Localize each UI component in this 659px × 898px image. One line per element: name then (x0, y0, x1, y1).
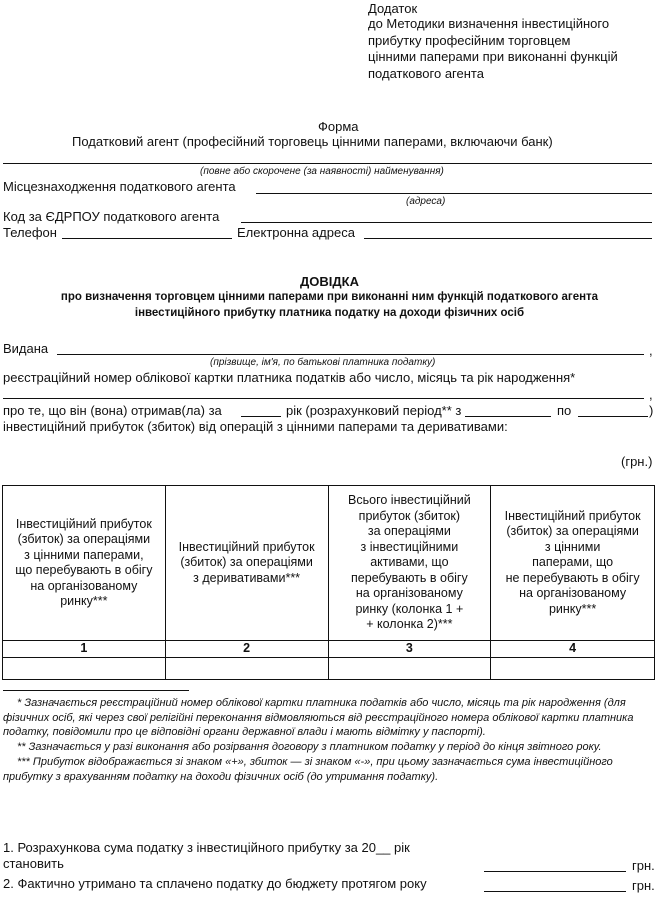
footnote-1: * Зазначається реєстраційний номер облікової картки платника податків або число, місяць та рік народження (для фізичних осіб, які через свої релігійні переконання відмовляються від реєстраційного номера облікової картки платника податку, повідомили про це відповідні органи державної влади і мають відмітку у паспорті). (3, 697, 634, 738)
footnote-3: *** Прибуток відображається зі знаком «+», збиток — зі знаком «-», при цьому зазначається сума інвестиційного прибутку з врахуванням податку на доходи фізичних осіб (до утримання податку). (3, 756, 613, 783)
reg-comma: , (649, 387, 653, 402)
appendix-line: до Методики визначення інвестиційного (368, 16, 610, 31)
edrpou-field[interactable] (241, 222, 652, 223)
location-label: Місцезнаходження податкового агента (3, 179, 236, 194)
currency-label: (грн.) (621, 454, 653, 469)
reg-label: реєстраційний номер облікової картки платника податків або число, місяць та рік народження* (3, 370, 576, 385)
period-text-4: ) (649, 403, 654, 418)
profit-line: інвестиційний прибуток (збиток) від операцій з цінними паперами та деривативами: (3, 419, 508, 434)
issued-hint: (прізвище, ім'я, по батькові платника податку) (210, 357, 436, 368)
period-to-field[interactable] (578, 416, 648, 417)
agent-name-hint: (повне або скорочене (за наявності) найменування) (200, 166, 444, 177)
item-1-line-2: становить (3, 856, 64, 871)
doc-subtitle-line2: інвестиційного прибутку платника податку на доходи фізичних осіб (134, 307, 525, 319)
item-1-line-1: 1. Розрахункова сума податку з інвестиційного прибутку за 20__ рік (3, 840, 410, 855)
period-from-field[interactable] (465, 416, 551, 417)
year-field[interactable] (241, 416, 281, 417)
item-1-field[interactable] (484, 871, 626, 872)
phone-label: Телефон (3, 225, 57, 240)
period-text-2: рік (розрахунковий період** з (286, 403, 462, 418)
form-label: Форма (318, 119, 359, 134)
appendix-line: прибутку професійним торговцем (368, 33, 571, 48)
column-number: 1 (3, 641, 166, 658)
profit-table (2, 485, 655, 680)
issued-comma: , (649, 343, 653, 358)
location-field[interactable] (256, 193, 652, 194)
phone-field[interactable] (62, 238, 232, 239)
email-label: Електронна адреса (237, 225, 355, 240)
column-number: 2 (165, 641, 328, 658)
address-hint: (адреса) (406, 196, 446, 207)
appendix-line: податкового агента (368, 66, 484, 81)
issued-label: Видана (3, 341, 49, 356)
table-cell[interactable] (165, 658, 328, 680)
item-1-unit: грн. (632, 858, 655, 873)
appendix-title: Додаток (368, 1, 418, 16)
issued-field[interactable] (57, 354, 644, 355)
doc-title: ДОВІДКА (300, 274, 359, 289)
column-header: Інвестиційний прибуток (збиток) за операціями з цінними паперами, що перебувають в обігу на організованому ринку*** (3, 486, 166, 641)
period-text-3: по (557, 403, 572, 418)
table-cell[interactable] (3, 658, 166, 680)
column-header: Всього інвестиційний прибуток (збиток) за операціями з інвестиційними активами, що перебувають в обігу на організованому ринку (колонка 1 + + колонка 2)*** (328, 486, 491, 641)
table-cell[interactable] (491, 658, 655, 680)
reg-field[interactable] (3, 398, 644, 399)
column-number: 3 (328, 641, 491, 658)
table-cell[interactable] (328, 658, 491, 680)
item-2: 2. Фактично утримано та сплачено податку до бюджету протягом року (3, 876, 427, 891)
item-2-field[interactable] (484, 891, 626, 892)
email-field[interactable] (364, 238, 652, 239)
column-header: Інвестиційний прибуток (збиток) за операціями з цінними паперами, що не перебувають в обігу на організованому ринку*** (491, 486, 655, 641)
period-text-1: про те, що він (вона) отримав(ла) за (3, 403, 222, 418)
item-2-unit: грн. (632, 878, 655, 893)
footnote-2: ** Зазначається у разі виконання або розірвання договору з платником податку у період до кінця звітного року. (17, 741, 602, 753)
footnote-separator (3, 690, 189, 691)
edrpou-label: Код за ЄДРПОУ податкового агента (3, 209, 220, 224)
column-number: 4 (491, 641, 655, 658)
agent-title: Податковий агент (професійний торговець цінними паперами, включаючи банк) (72, 134, 553, 149)
agent-name-field[interactable] (3, 163, 652, 164)
doc-subtitle-line1: про визначення торговцем цінними паперами при виконанні ним функцій податкового агента (60, 291, 599, 303)
appendix-line: цінними паперами при виконанні функцій (368, 49, 618, 64)
column-header: Інвестиційний прибуток (збиток) за операціями з деривативами*** (165, 486, 328, 641)
